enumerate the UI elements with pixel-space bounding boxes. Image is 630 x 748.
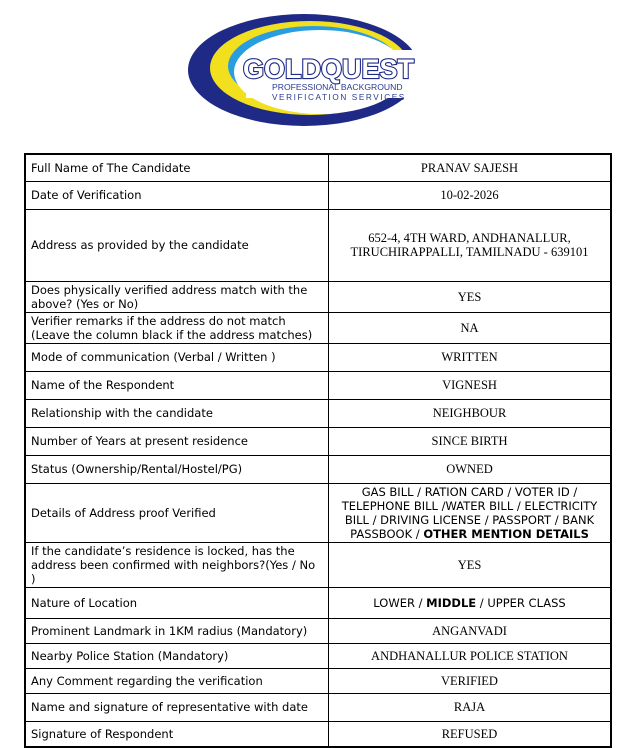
address-proof-list: GAS BILL / RATION CARD / VOTER ID / TELEPHONE BILL /WATER BILL / ELECTRICITY BILL / DRIVING LICENSE / PASSPORT / BANK PASSBOOK / xyxy=(341,484,598,541)
row-label: Number of Years at present residence xyxy=(25,427,329,455)
row-value: 10-02-2026 xyxy=(329,181,612,209)
row-label: Date of Verification xyxy=(25,181,329,209)
row-label: Any Comment regarding the verification xyxy=(25,668,329,693)
row-label: Address as provided by the candidate xyxy=(25,209,329,281)
row-label: Nearby Police Station (Mandatory) xyxy=(25,643,329,668)
table-row xyxy=(25,312,611,343)
row-value: RAJA xyxy=(329,693,612,721)
row-label: Name and signature of representative with date xyxy=(25,693,329,721)
table-row xyxy=(25,209,611,281)
table-row xyxy=(25,721,611,747)
location-middle: MIDDLE xyxy=(426,595,477,610)
row-label: Details of Address proof Verified xyxy=(25,483,329,542)
row-label: Prominent Landmark in 1KM radius (Mandatory) xyxy=(25,618,329,643)
row-value: WRITTEN xyxy=(329,343,612,371)
table-row xyxy=(25,343,611,371)
goldquest-logo xyxy=(186,10,446,128)
row-value: NEIGHBOUR xyxy=(329,399,612,427)
verification-form-table xyxy=(24,153,612,748)
row-label: Does physically verified address match with the above? (Yes or No) xyxy=(25,281,329,312)
row-label: Nature of Location xyxy=(25,587,329,618)
address-line-1: 652-4, 4TH WARD, ANDHANALLUR, xyxy=(368,231,571,245)
location-upper: / UPPER CLASS xyxy=(476,595,566,610)
row-value: OWNED xyxy=(329,455,612,483)
row-label: Status (Ownership/Rental/Hostel/PG) xyxy=(25,455,329,483)
table-row xyxy=(25,542,611,587)
row-value: ANGANVADI xyxy=(329,618,612,643)
table-row xyxy=(25,371,611,399)
table-row xyxy=(25,618,611,643)
table-row xyxy=(25,399,611,427)
table-row xyxy=(25,668,611,693)
table-row xyxy=(25,181,611,209)
row-value: PRANAV SAJESH xyxy=(329,154,612,181)
row-value: ANDHANALLUR POLICE STATION xyxy=(329,643,612,668)
row-value xyxy=(329,483,612,542)
table-row xyxy=(25,427,611,455)
row-value: NA xyxy=(329,312,612,343)
row-value: REFUSED xyxy=(329,721,612,747)
address-line-2: TIRUCHIRAPPALLI, TAMILNADU - 639101 xyxy=(350,245,589,259)
row-label: Mode of communication (Verbal / Written ) xyxy=(25,343,329,371)
address-proof-highlight: OTHER MENTION DETAILS xyxy=(423,526,589,541)
row-value: YES xyxy=(329,281,612,312)
row-label: If the candidate’s residence is locked, has the address been confirmed with neighbors?(Yes / No ) xyxy=(25,542,329,587)
table-row xyxy=(25,587,611,618)
table-row xyxy=(25,693,611,721)
row-label: Verifier remarks if the address do not match (Leave the column black if the address matches) xyxy=(25,312,329,343)
table-row xyxy=(25,455,611,483)
location-lower: LOWER / xyxy=(373,595,427,610)
logo-tagline-2: VERIFICATION SERVICES xyxy=(272,93,406,102)
table-row xyxy=(25,643,611,668)
logo-brand-text: GOLDQUEST xyxy=(243,54,415,84)
row-label: Full Name of The Candidate xyxy=(25,154,329,181)
row-label: Signature of Respondent xyxy=(25,721,329,747)
row-value xyxy=(329,587,612,618)
row-label: Name of the Respondent xyxy=(25,371,329,399)
table-row xyxy=(25,281,611,312)
table-row xyxy=(25,154,611,181)
row-value xyxy=(329,209,612,281)
table-row xyxy=(25,483,611,542)
logo-tagline-1: PROFESSIONAL BACKGROUND xyxy=(272,82,403,92)
row-value: SINCE BIRTH xyxy=(329,427,612,455)
row-label: Relationship with the candidate xyxy=(25,399,329,427)
row-value: VERIFIED xyxy=(329,668,612,693)
row-value: YES xyxy=(329,542,612,587)
row-value: VIGNESH xyxy=(329,371,612,399)
